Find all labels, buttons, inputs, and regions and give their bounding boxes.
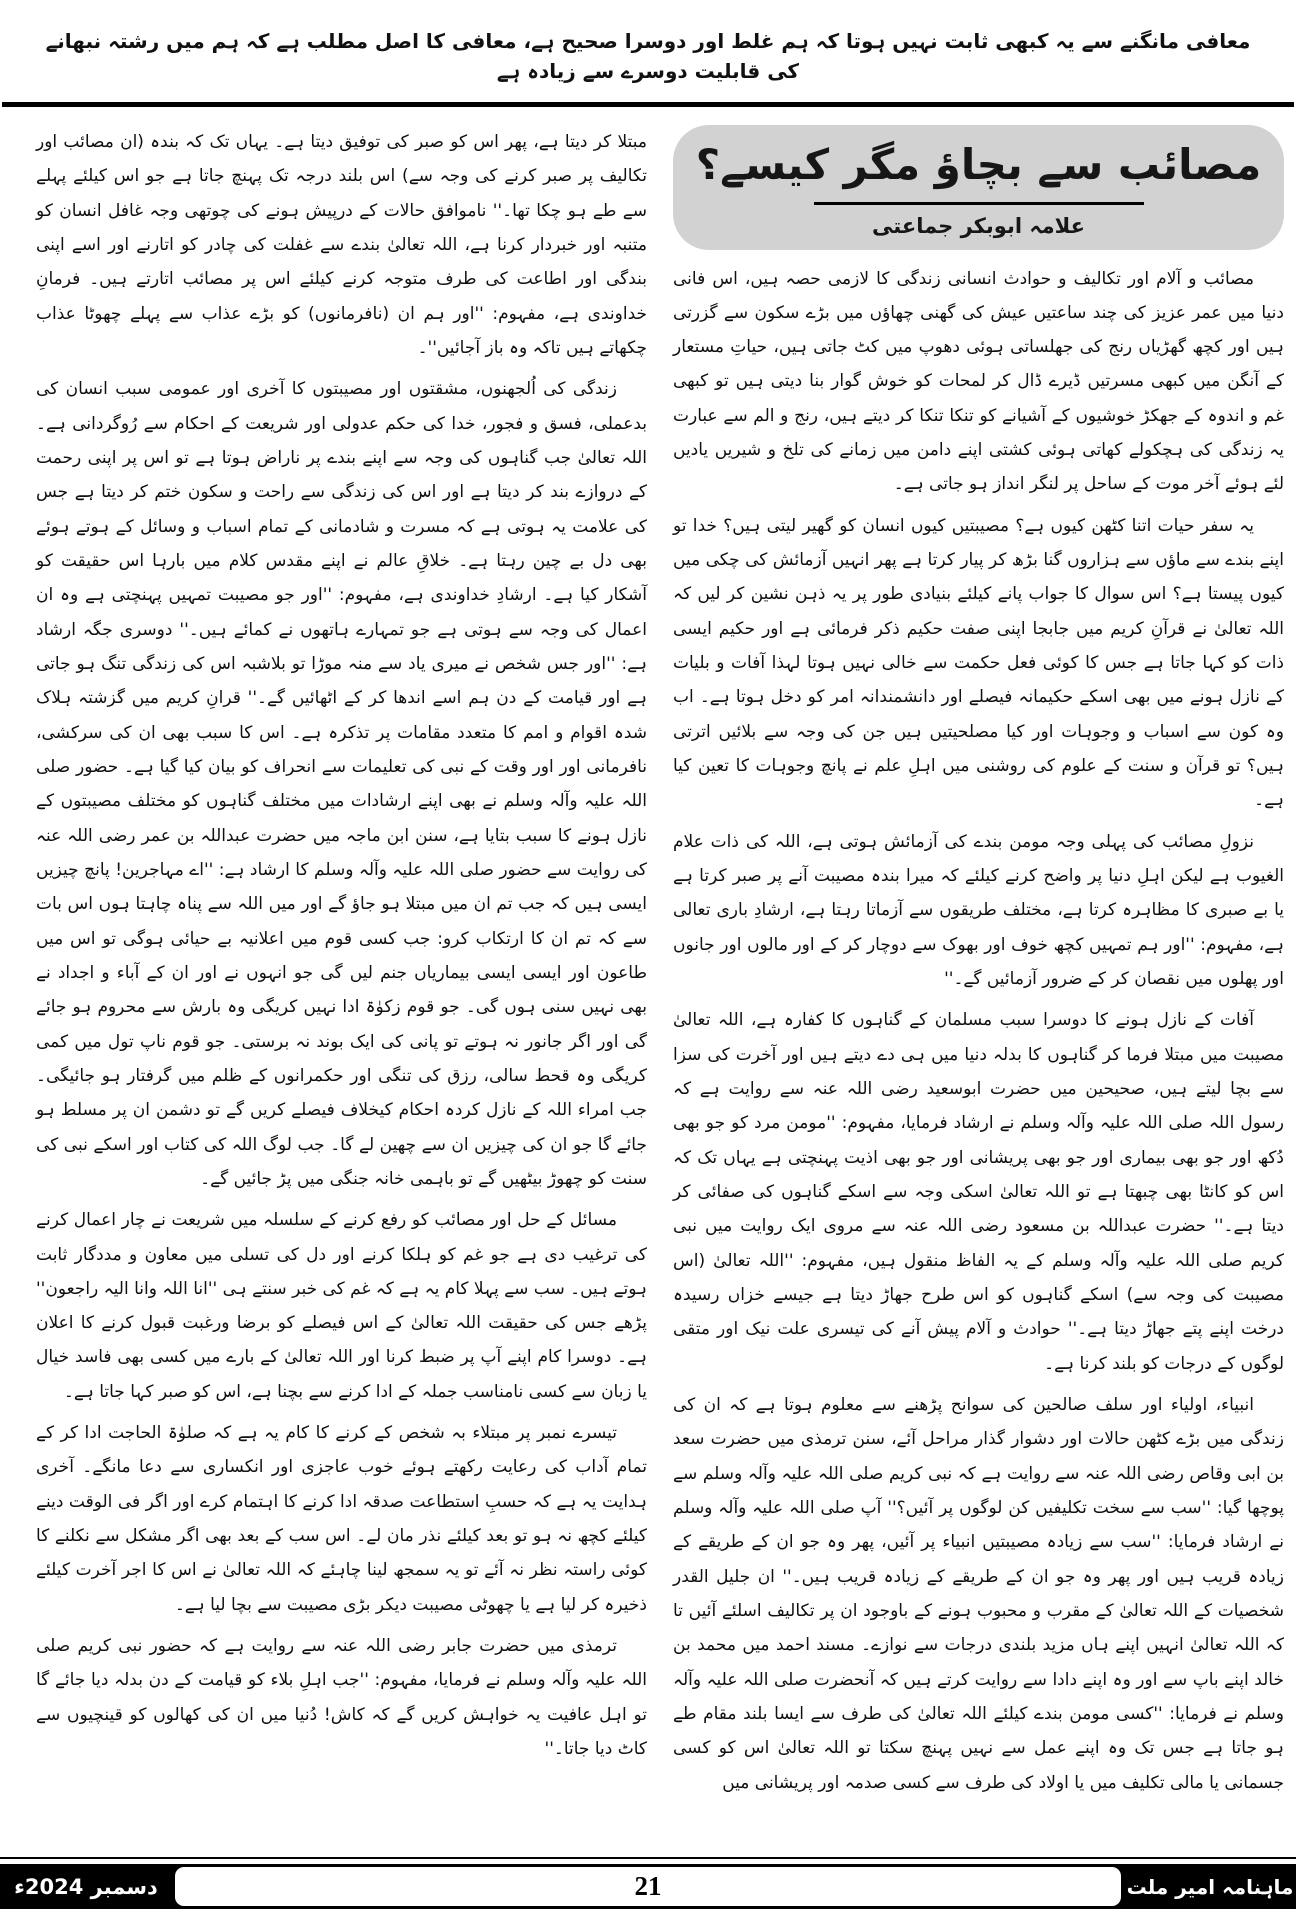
article-paragraph: نزولِ مصائب کی پہلی وجہ مومن بندے کی آزمائش ہوتی ہے، اللہ کی ذات علام الغیوب ہے لیکن اہلِ دنیا پر واضح کرنے کیلئے کہ میرا بندہ مصیبت آنے پر صبر کرتا ہے یا بے صبری کا مظاہرہ کرتا ہے، مختلف طریقوں سے آزماتا رہتا ہے، ارشادِ باری تعالی ہے، مفہوم: ''اور ہم تمہیں کچھ خوف اور بھوک سے دوچار کر کے اور مالوں اور جانوں اور پھلوں میں نقصان کر کے ضرور آزمائیں گے۔'' — [673, 831, 1284, 990]
footer-date: دسمبر 2024ء — [14, 1874, 158, 1899]
article-paragraph: مصائب و آلام اور تکالیف و حوادث انسانی زندگی کا لازمی حصہ ہیں، اس فانی دنیا میں عمر عزیز کی چند ساعتیں عیش کی گھنی چھاؤں میں بڑے سکون سے گزرتی ہیں اور کچھ گھڑیاں رنج کی جھلساتی ہوئی دھوپ میں کٹ جاتی ہیں، حیاتِ مستعار کے آنگن میں کبھی مسرتیں ڈیرے ڈال کر لمحات کو خوش گوار بنا دیتی ہیں تو کبھی غم و اندوہ کے جھکڑ خوشیوں کے آشیانے کو تنکا تنکا کر دیتے ہیں، رنج و الم سے عبارت یہ زندگی کی ہچکولے کھاتی ہوئی کشتی اپنے دامن میں زمانے کی تلخ و شیریں یادیں لئے ہوئے آخر موت کے ساحل پر لنگر انداز ہو جاتی ہے۔ — [673, 268, 1284, 495]
page-title: مصائب سے بچاؤ مگر کیسے؟ — [695, 140, 1262, 189]
article-paragraph: مبتلا کر دیتا ہے، پھر اس کو صبر کی توفیق دیتا ہے۔ یہاں تک کہ بندہ (ان مصائب اور تکالیف پر صبر کرنے کی وجہ سے) اس بلند درجہ تک پہنچ جاتا ہے جو اس کیلئے پہلے سے طے ہو چکا تھا۔'' ناموافق حالات کے درپیش ہونے کی چوتھی وجہ غافل انسان کو متنبہ اور خبردار کرنا ہے، اللہ تعالیٰ بندے سے غفلت کی چادر کو اتارنے اور اسے اپنی بندگی اور اطاعت کی طرف متوجہ کرنے کیلئے اس پر مصائب اتارتے ہیں۔ فرمانِ خداوندی ہے، مفہوم: ''اور ہم ان (نافرمانوں) کو بڑے عذاب سے پہلے چھوٹا عذاب چکھاتے ہیں تاکہ وہ باز آجائیں''۔ — [36, 132, 647, 358]
column-left — [36, 125, 647, 1807]
article-paragraph: یہ سفر حیات اتنا کٹھن کیوں ہے؟ مصیبتیں کیوں انسان کو گھیر لیتی ہیں؟ خدا تو اپنے بندے سے ماؤں سے ہزاروں گنا بڑھ کر پیار کرتا ہے پھر انہیں آزمائش کی چکی میں کیوں پیستا ہے؟ اس سوال کا جواب پانے کیلئے بنیادی طور پر یہ ذہن نشین کر لیں کہ اللہ تعالیٰ نے قرآنِ کریم میں جابجا اپنی صفت حکیم ذکر فرمائی ہے اور حکیم ایسی ذات کو کہا جاتا ہے جس کا کوئی فعل حکمت سے خالی نہیں ہوتا لہذا آفات و بلیات کے نازل ہونے میں بھی اسکے حکیمانہ فیصلے اور دانشمندانہ امر کو دخل ہوتا ہے۔ اب وہ کون سے اسباب و وجوہات اور کیا مصلحیتیں ہیں جن کی وجہ سے بلائیں اترتی ہیں؟ تو قرآن و سنت کے علوم کی روشنی میں اہلِ علم نے پانچ وجوہات کا تعین کیا ہے۔ — [673, 515, 1284, 811]
footer-page-number: 21 — [175, 1867, 1121, 1906]
article-paragraph: تیسرے نمبر پر مبتلاء بہ شخص کے کرنے کا کام یہ ہے کہ صلوٰۃ الحاجت ادا کر کے تمام آداب کی رعایت رکھتے ہوئے خوب عاجزی اور انکساری سے دعا مانگے۔ آخری ہدایت یہ ہے کہ حسبِ استطاعت صدقہ ادا کرنے کا اہتمام کرے اور اگر فی الوقت دینے کیلئے کچھ نہ ہو تو بعد کیلئے نذر مان لے۔ اس سب کے بعد بھی اگر مشکل سے نکلنے کا کوئی راستہ نظر نہ آئے تو یہ سمجھ لینا چاہئے کہ اللہ تعالیٰ نے اس کا اجر آخرت کیلئے ذخیرہ کر لیا ہے یا چھوٹی مصیبت دیکر بڑی مصیبت سے بچا لیا ہے۔ — [36, 1423, 647, 1615]
article-paragraph: مسائل کے حل اور مصائب کو رفع کرنے کے سلسلہ میں شریعت نے چار اعمال کرنے کی ترغیب دی ہے جو غم کو ہلکا کرنے اور دل کی تسلی میں معاون و مددگار ثابت ہوتے ہیں۔ سب سے پہلا کام یہ ہے کہ غم کی خبر سنتے ہی ''انا اللہ وانا الیہ راجعون'' پڑھے جس کی حقیقت اللہ تعالیٰ کے اس فیصلے کو برضا ورغبت قبول کرنے کا اعلان ہے۔ دوسرا کام اپنے آپ پر ضبط کرنا اور اللہ تعالیٰ کے بارے میں کسی بھی فاسد خیال یا زبان سے کسی نامناسب جملہ کے ادا کرنے سے بچنا ہے، اس کو صبر کہا جاتا ہے۔ — [36, 1210, 647, 1402]
column-right — [673, 125, 1284, 1807]
article-paragraph: زندگی کی اُلجھنوں، مشقتوں اور مصیبتوں کا آخری اور عمومی سبب انسان کی بدعملی، فسق و فجور، خدا کی حکم عدولی اور شریعت کے احکام سے رُوگردانی ہے۔ اللہ تعالیٰ جب گناہوں کی وجہ سے اپنے بندے پر ناراض ہوتا ہے تو اس پر اپنی رحمت کے دروازے بند کر دیتا ہے اور اس کی زندگی سے راحت و سکون ختم کر دیتا ہے جس کی علامت یہ ہوتی ہے کہ مسرت و شادمانی کے تمام اسباب و وسائل کے ہوتے ہوئے بھی دل بے چین رہتا ہے۔ خلاقِ عالم نے اپنے مقدس کلام میں بارہا اس حقیقت کو آشکار کیا ہے۔ ارشادِ خداوندی ہے، مفہوم: ''اور جو مصیبت تمہیں پہنچتی ہے وہ ان اعمال کی وجہ سے ہوتی ہے جو تمہارے ہاتھوں نے کمائے ہیں۔'' دوسری جگہ ارشاد ہے: ''اور جس شخص نے میری یاد سے منہ موڑا تو بلاشبہ اس کی زندگی تنگ ہو جاتی ہے اور قیامت کے دن ہم اسے اندھا کر کے اٹھائیں گے۔'' قرانِ کریم میں گزشتہ ہلاک شدہ اقوام و امم کا متعدد مقامات پر تذکرہ ہے۔ اس کا سبب بھی ان کی سرکشی، نافرمانی اور اور وقت کے نبی کی تعلیمات سے انحراف کو بیان کیا گیا ہے۔ حضور صلی اللہ علیہ وآلہ وسلم نے بھی اپنے ارشادات میں مختلف گناہوں کو مختلف مصیبتوں کے نازل ہونے کا سبب بتایا ہے، سنن ابن ماجہ میں حضرت عبداللہ بن عمر رضی اللہ عنہ کی روایت سے حضور صلی اللہ علیہ وآلہ وسلم کا ارشاد ہے: ''اے مہاجرین! پانچ چیزیں ایسی ہیں کہ جب تم ان میں مبتلا ہو جاؤ گے اور میں اللہ سے پناہ چاہتا ہوں اس بات سے کہ تم ان کا ارتکاب کرو: جب کسی قوم میں اعلانیہ بے حیائی ہوگی تو اس میں طاعون اور ایسی ایسی بیماریاں جنم لیں گی جو انہوں نے اور ان کے آباء و اجداد نے بھی نہیں سنی ہوں گی۔ جو قوم زکوٰۃ ادا نہیں کریگی وہ بارش سے محروم ہو جائے گی اور اگر جانور نہ ہوتے تو پانی کی ایک بوند نہ برستی۔ جو قوم ناپ تول میں کمی کریگی وہ قحط سالی، رزق کی تنگی اور حکمرانوں کے ظلم میں گرفتار ہو جائیگی۔ جب امراء اللہ کے نازل کردہ احکام کیخلاف فیصلے کریں گے تو دشمن ان پر مسلط ہو جائے گا جو ان کی چیزیں ان سے چھین لے گا۔ جب لوگ اللہ کی کتاب اور اسکے نبی کی سنت کو چھوڑ بیٹھیں گے تو باہمی خانہ جنگی میں پڑ جائیں گے۔ — [36, 379, 647, 1189]
article-body — [0, 107, 1296, 1807]
header-quote: معافی مانگنے سے یہ کبھی ثابت نہیں ہوتا کہ ہم غلط اور دوسرا صحیح ہے، معافی کا اصل مطلب ہے کہ ہم میں رشتہ نبھانے کی قابلیت دوسرے سے زیادہ ہے — [45, 29, 1251, 83]
footer-bar — [0, 1864, 1296, 1909]
title-divider — [814, 202, 1144, 205]
title-block — [673, 125, 1284, 250]
footer — [0, 1857, 1296, 1909]
article-paragraph: انبیاء، اولیاء اور سلف صالحین کی سوانح پڑھنے سے معلوم ہوتا ہے کہ ان کی زندگی میں بڑے کٹھن حالات اور دشوار گذار مراحل آئے، سنن ترمذی میں حضرت سعد بن ابی وقاص رضی اللہ عنہ سے روایت ہے کہ نبی کریم صلی اللہ علیہ وآلہ وسلم سے پوچھا گیا: ''سب سے سخت تکلیفیں کن لوگوں پر آئیں؟'' آپ صلی اللہ علیہ وآلہ وسلم نے ارشاد فرمایا: ''سب سے زیادہ مصیبتیں انبیاء پر آئیں، پھر وہ جو ان کے طریقے کے زیادہ قریب ہیں اور پھر وہ جو ان کے طریقے کے زیادہ قریب ہیں۔'' ان جلیل القدر شخصیات کے اللہ تعالیٰ کے مقرب و محبوب ہونے کے باوجود ان پر تکالیف اسلئے آئیں تا کہ اللہ تعالیٰ انہیں اپنے ہاں مزید بلندی درجات سے نوازے۔ مسند احمد میں محمد بن خالد اپنے باپ سے اور وہ اپنے دادا سے روایت کرتے ہیں کہ آنحضرت صلی اللہ علیہ وآلہ وسلم نے فرمایا: ''کسی مومن بندے کیلئے اللہ تعالیٰ کی طرف سے ایسا بلند مقام طے ہو جاتا ہے جس تک وہ اپنے عمل سے نہیں پہنچ سکتا تو اللہ تعالیٰ اس کو کسی جسمانی یا مالی تکلیف میں یا اولاد کی طرف سے کسی صدمہ اور پریشانی میں — [673, 1395, 1284, 1793]
article-paragraph: آفات کے نازل ہونے کا دوسرا سبب مسلمان کے گناہوں کا کفارہ ہے، اللہ تعالیٰ مصیبت میں مبتلا فرما کر گناہوں کا بدلہ دنیا میں ہی دے دیتے ہیں اور آخرت کی سزا سے بچا لیتے ہیں، صحیحین میں حضرت ابوسعید رضی اللہ عنہ سے روایت ہے کہ رسول اللہ صلی اللہ علیہ وآلہ وسلم نے ارشاد فرمایا، مفہوم: ''مومن مرد کو جو بھی دُکھ اور جو بھی بیماری اور جو بھی پریشانی اور جو بھی اذیت پہنچتی ہے یہاں تک کہ اس کو کانٹا بھی چبھتا ہے تو اللہ تعالیٰ اسکی وجہ سے اسکے گناہوں کی صفائی کر دیتا ہے۔'' حضرت عبداللہ بن مسعود رضی اللہ عنہ سے مروی ایک روایت میں نبی کریم صلی اللہ علیہ وآلہ وسلم کے یہ الفاظ منقول ہیں، مفہوم: ''اللہ تعالیٰ (اس مصیبت کی وجہ سے) اسکے گناہوں کو اس طرح جھاڑ دیتا ہے جیسے خزاں رسیدہ درخت اپنے پتے جھاڑ دیتا ہے۔'' حوادث و آلام پیش آنے کی تیسری علت نیک اور متقی لوگوں کے درجات کو بلند کرنا ہے۔ — [673, 1010, 1284, 1374]
footer-magazine-name: ماہنامہ امیر ملت — [1126, 1874, 1294, 1899]
article-author: علامہ ابوبکر جماعتی — [872, 213, 1085, 238]
footer-rule — [0, 1857, 1296, 1859]
article-paragraph: ترمذی میں حضرت جابر رضی اللہ عنہ سے روایت ہے کہ حضور نبی کریم صلی اللہ علیہ وآلہ وسلم نے فرمایا، مفہوم: ''جب اہلِ بلاء کو قیامت کے دن بدلہ دیا جائے گا تو اہل عافیت یہ خواہش کریں گے کہ کاش! دُنیا میں ان کی کھالوں کو قینچیوں سے کاٹ دیا جاتا۔'' — [36, 1636, 647, 1760]
